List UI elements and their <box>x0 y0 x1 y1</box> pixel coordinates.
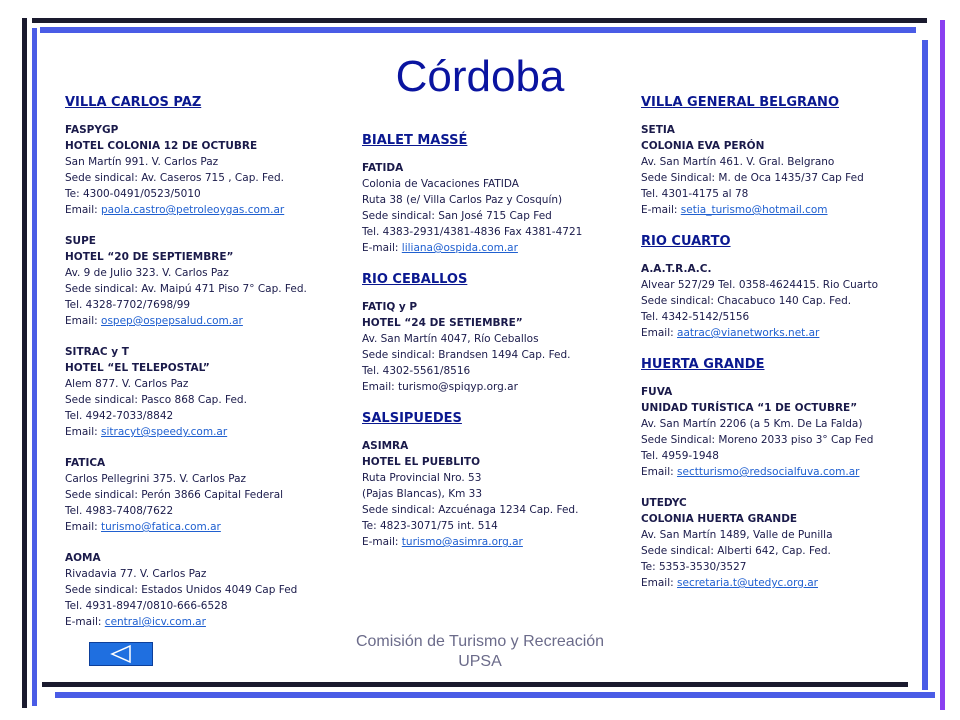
email-label: Email: <box>641 466 678 478</box>
organization-name: FATIQ y P <box>362 301 418 313</box>
listing-entry <box>362 160 627 256</box>
contact-line: (Pajas Blancas), Km 33 <box>362 488 483 500</box>
contact-line: Tel. 4983-7408/7622 <box>65 505 174 517</box>
contact-line: Sede sindical: San José 715 Cap Fed <box>362 210 552 222</box>
listing-entry <box>641 384 916 480</box>
email-line <box>641 575 916 591</box>
email-line <box>65 313 335 329</box>
listing-entry <box>65 550 335 630</box>
listing-entry <box>641 261 916 341</box>
email-label: E-mail: <box>641 204 681 216</box>
section <box>362 132 627 256</box>
contact-line: Tel. 4942-7033/8842 <box>65 410 174 422</box>
section <box>641 356 916 591</box>
section-heading: RIO CUARTO <box>641 234 731 249</box>
organization-name: SITRAC y T <box>65 346 129 358</box>
contact-line: Av. San Martín 1489, Valle de Punilla <box>641 529 833 541</box>
email-line <box>65 424 335 440</box>
organization-name: UTEDYC <box>641 497 687 509</box>
listing-entry <box>641 495 916 591</box>
contact-line: Colonia de Vacaciones FATIDA <box>362 178 519 190</box>
contact-line: Carlos Pellegrini 375. V. Carlos Paz <box>65 473 247 485</box>
contact-line: Sede sindical: Av. Caseros 715 , Cap. Fed. <box>65 172 284 184</box>
section <box>65 94 335 630</box>
contact-line: Av. San Martín 461. V. Gral. Belgrano <box>641 156 835 168</box>
contact-line: Sede sindical: Alberti 642, Cap. Fed. <box>641 545 831 557</box>
section <box>641 94 916 218</box>
listing-entry <box>641 122 916 218</box>
contact-line: Sede sindical: Estados Unidos 4049 Cap Fed <box>65 584 298 596</box>
email-link[interactable]: turismo@asimra.org.ar <box>401 536 523 548</box>
email-label: E-mail: <box>65 616 105 628</box>
listing-entry <box>65 455 335 535</box>
section-heading: BIALET MASSÉ <box>362 133 468 148</box>
back-arrow-icon <box>90 643 152 665</box>
organization-name: SUPE <box>65 235 96 247</box>
contact-line: Alem 877. V. Carlos Paz <box>65 378 189 390</box>
organization-name: FATIDA <box>362 162 404 174</box>
footer-line-1: Comisión de Turismo y Recreación <box>355 633 605 650</box>
venue-name: COLONIA HUERTA GRANDE <box>641 513 798 525</box>
contact-line: Tel. 4301-4175 al 78 <box>641 188 749 200</box>
listing-entry <box>65 233 335 329</box>
venue-name: HOTEL “EL TELEPOSTAL” <box>65 362 210 374</box>
email-line <box>362 534 627 550</box>
frame-left-bar-blue <box>32 28 37 706</box>
contact-line: Sede sindical: Azcuénaga 1234 Cap. Fed. <box>362 504 579 516</box>
email-link[interactable]: aatrac@vianetworks.net.ar <box>677 327 820 339</box>
section <box>641 233 916 341</box>
email-line <box>362 240 627 256</box>
contact-line: Sede sindical: Chacabuco 140 Cap. Fed. <box>641 295 852 307</box>
column-right <box>641 94 916 606</box>
footer-credit <box>320 632 640 672</box>
contact-line: Te: 5353-3530/3527 <box>641 561 747 573</box>
email-link[interactable]: sitracyt@speedy.com.ar <box>101 426 228 438</box>
listing-entry <box>65 122 335 218</box>
section-heading: VILLA GENERAL BELGRANO <box>641 95 839 110</box>
contact-line: Sede sindical: Perón 3866 Capital Federal <box>65 489 284 501</box>
listing-entry <box>65 344 335 440</box>
email-link[interactable]: sectturismo@redsocialfuva.com.ar <box>677 466 860 478</box>
organization-name: AOMA <box>65 552 101 564</box>
email-label: E-mail: <box>362 536 402 548</box>
column-middle <box>362 132 627 565</box>
email-label: Email: <box>65 204 102 216</box>
email-label: Email: <box>641 577 678 589</box>
organization-name: ASIMRA <box>362 440 409 452</box>
section-heading: VILLA CARLOS PAZ <box>65 95 202 110</box>
organization-name: FATICA <box>65 457 106 469</box>
contact-line: Sede Sindical: M. de Oca 1435/37 Cap Fed <box>641 172 864 184</box>
email-line <box>65 202 335 218</box>
venue-name: HOTEL COLONIA 12 DE OCTUBRE <box>65 140 258 152</box>
section-heading: SALSIPUEDES <box>362 411 462 426</box>
venue-name: UNIDAD TURÍSTICA “1 DE OCTUBRE” <box>641 402 858 414</box>
listing-entry <box>362 438 627 550</box>
frame-right-bar-blue <box>922 40 928 690</box>
contact-line: Rivadavia 77. V. Carlos Paz <box>65 568 207 580</box>
contact-line: Av. 9 de Julio 323. V. Carlos Paz <box>65 267 229 279</box>
email-line <box>641 202 916 218</box>
contact-line: Tel. 4383-2931/4381-4836 Fax 4381-4721 <box>362 226 583 238</box>
frame-top-bar-dark <box>32 18 927 23</box>
venue-name: HOTEL “24 DE SETIEMBRE” <box>362 317 523 329</box>
frame-bottom-bar-dark <box>42 682 908 687</box>
venue-name: HOTEL EL PUEBLITO <box>362 456 480 468</box>
email-label: Email: <box>65 426 102 438</box>
contact-line: Ruta Provincial Nro. 53 <box>362 472 482 484</box>
contact-line: Tel. 4959-1948 <box>641 450 719 462</box>
contact-line: Tel. 4342-5142/5156 <box>641 311 750 323</box>
contact-line: Sede sindical: Av. Maipú 471 Piso 7° Cap. Fed. <box>65 283 307 295</box>
frame-bottom-bar-blue <box>55 692 935 698</box>
venue-name: COLONIA EVA PERÓN <box>641 140 765 152</box>
email-link[interactable]: setia_turismo@hotmail.com <box>680 204 828 216</box>
contact-line: Tel. 4302-5561/8516 <box>362 365 471 377</box>
organization-name: A.A.T.R.A.C. <box>641 263 712 275</box>
frame-right-bar-purple <box>940 20 945 710</box>
email-label: Email: <box>65 521 102 533</box>
contact-line: Sede sindical: Brandsen 1494 Cap. Fed. <box>362 349 571 361</box>
frame-top-bar-blue <box>40 27 916 33</box>
email-label: Email: <box>641 327 678 339</box>
venue-name: HOTEL “20 DE SEPTIEMBRE” <box>65 251 234 263</box>
contact-line: Sede Sindical: Moreno 2033 piso 3° Cap Fed <box>641 434 874 446</box>
email-link[interactable]: secretaria.t@utedyc.org.ar <box>677 577 818 589</box>
footer-line-2: UPSA <box>458 653 502 670</box>
page-title: Córdoba <box>395 52 565 101</box>
email-link[interactable]: central@icv.com.ar <box>104 616 206 628</box>
organization-name: FASPYGP <box>65 124 119 136</box>
contact-line: Ruta 38 (e/ Villa Carlos Paz y Cosquín) <box>362 194 563 206</box>
frame-left-bar-dark <box>22 18 27 708</box>
section <box>362 271 627 395</box>
organization-name: FUVA <box>641 386 673 398</box>
contact-line: Av. San Martín 4047, Río Ceballos <box>362 333 539 345</box>
contact-line: Alvear 527/29 Tel. 0358-4624415. Rio Cuarto <box>641 279 879 291</box>
contact-line: Tel. 4931-8947/0810-666-6528 <box>65 600 228 612</box>
contact-line: Te: 4823-3071/75 int. 514 <box>362 520 498 532</box>
contact-line: Sede sindical: Pasco 868 Cap. Fed. <box>65 394 247 406</box>
email-link[interactable]: ospep@ospepsalud.com.ar <box>101 315 243 327</box>
contact-line: Email: turismo@spiqyp.org.ar <box>362 381 518 393</box>
section-heading: HUERTA GRANDE <box>641 357 765 372</box>
contact-line: Av. San Martín 2206 (a 5 Km. De La Falda) <box>641 418 863 430</box>
email-link[interactable]: paola.castro@petroleoygas.com.ar <box>101 204 285 216</box>
listing-entry <box>362 299 627 395</box>
contact-line: Tel. 4328-7702/7698/99 <box>65 299 191 311</box>
contact-line: San Martín 991. V. Carlos Paz <box>65 156 219 168</box>
email-line <box>641 464 916 480</box>
email-line <box>641 325 916 341</box>
email-link[interactable]: liliana@ospida.com.ar <box>401 242 518 254</box>
back-button[interactable] <box>89 642 153 666</box>
email-line <box>65 614 335 630</box>
section <box>362 410 627 550</box>
email-link[interactable]: turismo@fatica.com.ar <box>101 521 221 533</box>
section-heading: RIO CEBALLOS <box>362 272 468 287</box>
email-label: E-mail: <box>362 242 402 254</box>
column-left <box>65 94 335 645</box>
email-label: Email: <box>65 315 102 327</box>
email-line <box>65 519 335 535</box>
contact-line: Te: 4300-0491/0523/5010 <box>65 188 201 200</box>
organization-name: SETIA <box>641 124 675 136</box>
